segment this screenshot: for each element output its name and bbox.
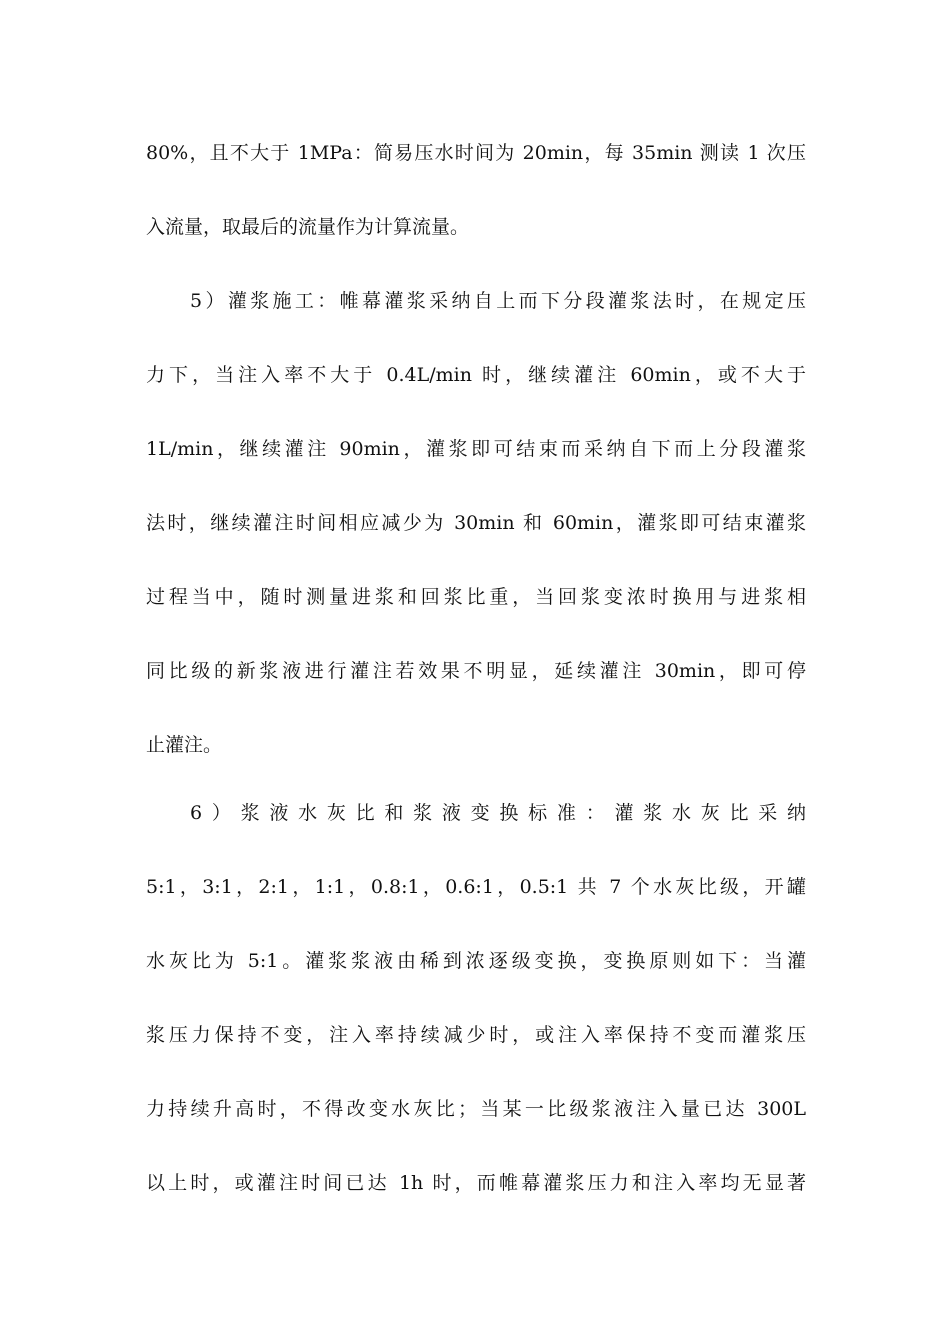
text-line-8: 同比级的新浆液进行灌注若效果不明显，延续灌注 30min，即可停 xyxy=(146,660,806,682)
text-line-6: 法时，继续灌注时间相应减少为 30min 和 60min，灌浆即可结束灌浆 xyxy=(146,512,806,534)
text-line-13: 浆压力保持不变，注入率持续减少时，或注入率保持不变而灌浆压 xyxy=(146,1024,806,1046)
text-line-5: 1L/min，继续灌注 90min，灌浆即可结束而采纳自下而上分段灌浆 xyxy=(146,438,806,460)
text-line-9: 止灌注。 xyxy=(146,734,223,756)
text-line-14: 力持续升高时，不得改变水灰比；当某一比级浆液注入量已达 300L xyxy=(146,1098,806,1120)
text-line-11: 5:1，3:1，2:1，1:1，0.8:1，0.6:1，0.5:1 共 7 个水灰比级，开罐 xyxy=(146,876,806,898)
text-line-7: 过程当中，随时测量进浆和回浆比重，当回浆变浓时换用与进浆相 xyxy=(146,586,806,608)
text-line-1: 80%，且不大于 1MPa：简易压水时间为 20min，每 35min 测读 1 次压 xyxy=(146,142,806,164)
text-line-15: 以上时，或灌注时间已达 1h 时，而帷幕灌浆压力和注入率均无显著 xyxy=(146,1172,806,1194)
text-line-2: 入流量，取最后的流量作为计算流量。 xyxy=(146,216,470,238)
text-line-10: 6）浆液水灰比和浆液变换标准：灌浆水灰比采纳 xyxy=(190,802,806,824)
text-line-12: 水灰比为 5:1。灌浆浆液由稀到浓逐级变换，变换原则如下：当灌 xyxy=(146,950,806,972)
text-line-4: 力下，当注入率不大于 0.4L/min 时，继续灌注 60min，或不大于 xyxy=(146,364,806,386)
text-line-3: 5）灌浆施工：帷幕灌浆采纳自上而下分段灌浆法时，在规定压 xyxy=(190,290,806,312)
